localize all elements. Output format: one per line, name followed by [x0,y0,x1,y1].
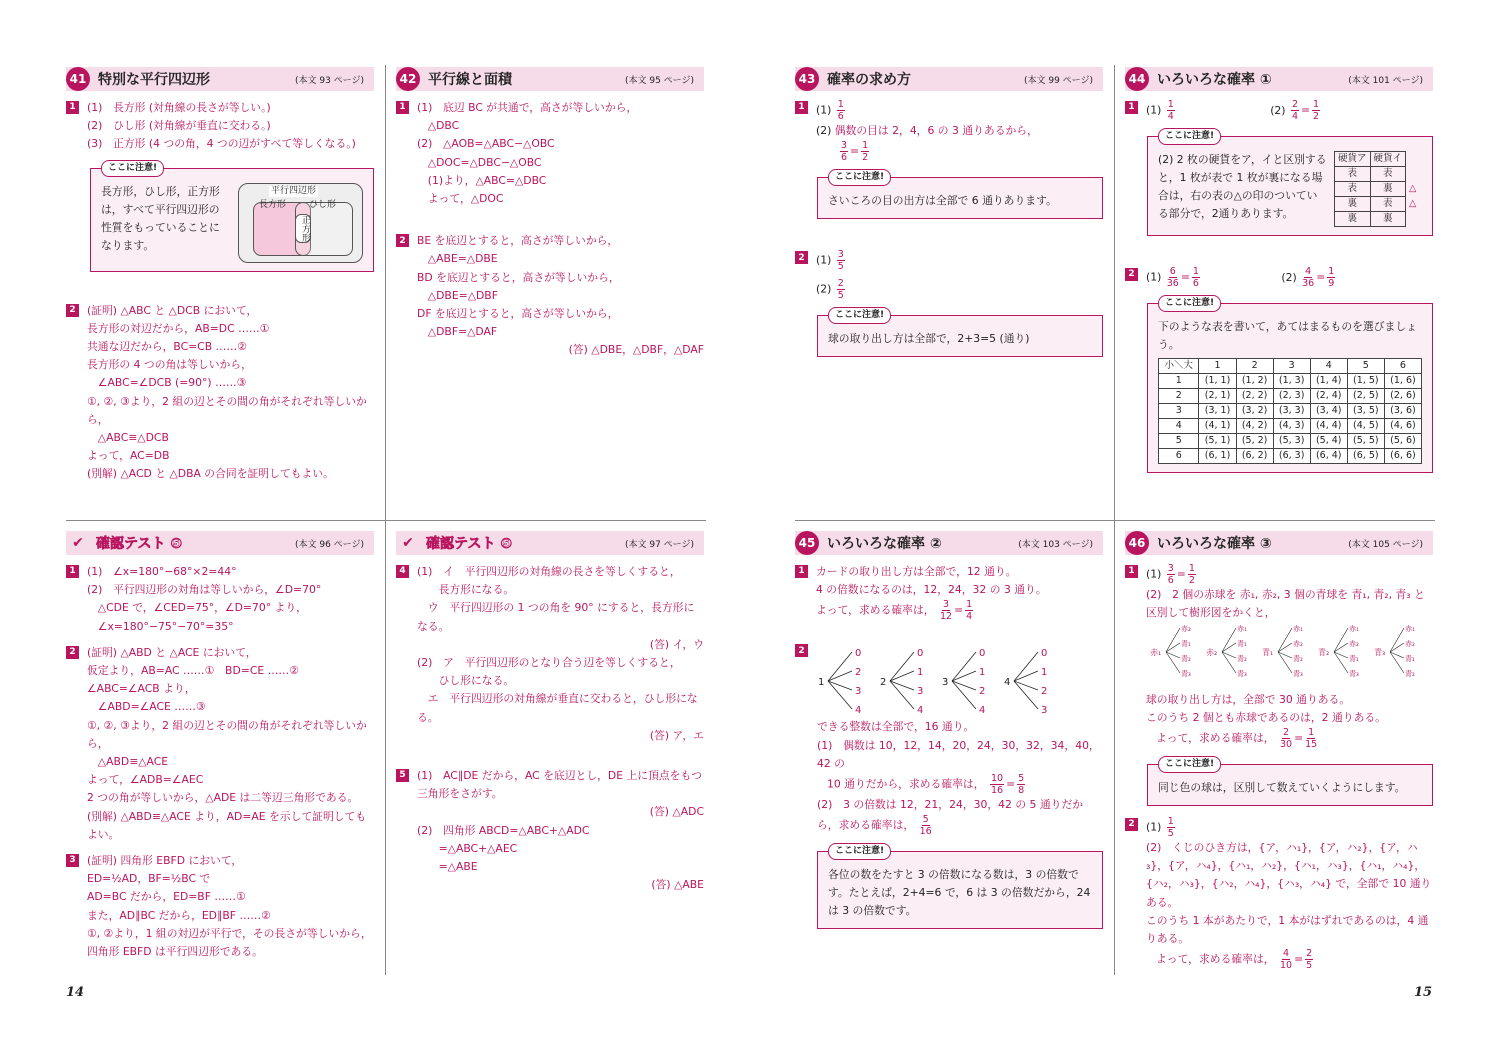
question-marker: 2 [795,644,808,657]
table-cell: (6, 1) [1199,449,1236,464]
table-cell: (4, 2) [1236,419,1273,434]
question-marker: 1 [66,565,79,578]
tree-leaf: 青₂ [1405,670,1415,679]
section-43 [795,67,1103,367]
tree-branch [1390,643,1404,652]
table-cell: (5, 3) [1273,434,1310,449]
table-header: 3 [1273,359,1310,374]
table-cell: (4, 4) [1310,419,1347,434]
table-cell: (5, 2) [1236,434,1273,449]
note-box [817,172,1103,219]
table-cell: (3, 1) [1199,404,1236,419]
tree-branch [828,652,852,681]
question-marker: 2 [1125,818,1138,831]
tree-branch [1334,643,1348,652]
question-marker: 2 [795,251,808,264]
table-cell: 2 [1159,389,1199,404]
tree-branch [952,671,976,681]
question-marker: 1 [795,565,808,578]
final-answer: (答) △DBE，△DBF，△DAF [568,343,704,357]
tree-branch [952,652,976,681]
tree-root: 1 [818,677,825,689]
note-tag: ここに注意! [828,307,891,324]
tree-leaf: 青₃ [1237,670,1247,679]
note-tag: ここに注意! [1158,128,1221,145]
section-title: 確率の求め方 [827,72,911,88]
section-44 [1125,67,1433,483]
tree-branch [1222,628,1236,652]
table-cell: (1, 3) [1273,374,1310,389]
table-cell: (1, 5) [1347,374,1384,389]
tree-leaf: 2 [855,667,862,679]
table-header: 2 [1236,359,1273,374]
answer-lines: (1) AC∥DE だから，AC を底辺とし，DE 上に頂点をもつ三角形をさがす。 (答) △ADC (2) 四角形 ABCD=△ABC+△ADC =△ABC+△AEC =△ABE (答) △ABE [417,767,704,894]
section-header [795,531,1103,555]
question-marker: 5 [396,769,409,782]
table-cell: (2, 6) [1384,389,1421,404]
check-icon: ✔ [402,535,414,551]
tree-root: 青₁ [1262,648,1274,658]
page-reference: (本文 99 ページ) [1023,75,1093,86]
table-cell: (1, 2) [1236,374,1273,389]
tree-leaf: 青₂ [1237,655,1247,664]
right-row-divider [795,520,1435,521]
section-header [795,67,1103,91]
answer-lines: できる整数は全部で，16 通り。 (1) 偶数は 10，12，14，20，24，30，32，34，40，42 の 10 通りだから，求める確率は， $\frac{10}{16}$ = $\frac{5}{8}$ (2) 3 の倍数は 12，21，24，30，42 の 5 通りだから，求める確率は， $\frac{5}{16}$ [817,720,1100,838]
table-cell: (3, 3) [1273,404,1310,419]
section-number: 41 [66,67,90,91]
section-46 [1125,531,1433,971]
question-marker: 1 [396,101,409,114]
note-box [1147,759,1433,806]
table-cell: (6, 2) [1236,449,1273,464]
tree-root: 3 [942,677,949,689]
tree-diagram [1146,622,1426,684]
table-row [1159,389,1422,404]
section-number: 45 [795,531,819,555]
note-text: 下のような表を書いて，あてはまるものを選びましょう。 [1158,320,1417,351]
table-cell: (2, 1) [1199,389,1236,404]
table-cell: (4, 3) [1273,419,1310,434]
answer-lines: (1) $\frac{6}{36}$ = $\frac{1}{6}$ (2) $\frac{4}{36}$ = $\frac{1}{9}$ [1146,266,1335,289]
question-marker: 1 [1125,565,1138,578]
check-icon: ✔ [72,535,84,551]
tree-branch [828,671,852,681]
final-answer: (答) イ，ウ [649,637,704,651]
table-cell: (1, 6) [1384,374,1421,389]
note-text: 球の取り出し方は全部で，2+3=5 (通り) [828,332,1030,346]
tree-branch [1222,643,1236,652]
tree-branch [1014,671,1038,681]
tree-leaf: 4 [855,705,862,717]
section-title: 平行線と面積 [428,72,512,88]
answer-lines: (1) $\frac{1}{4}$ (2) $\frac{2}{4}$ = $\frac{1}{2}$ [1146,99,1320,122]
table-corner: 小＼大 [1159,359,1199,374]
note-tag: ここに注意! [1158,295,1221,312]
note-text: さいころの目の出方は全部で 6 通りあります。 [828,194,1057,208]
answer-lines: カードの取り出し方は全部で，12 通り。 4 の倍数になるのは，12，24，32 の 3 通り。 よって，求める確率は， $\frac{3}{12}$ = $\frac{1}{4}$ [816,565,1047,623]
diagram-center-label: 正方形 [295,214,311,243]
note-text: 同じ色の球は，区別して数えていくようにします。 [1158,781,1406,795]
section-title: 確認テスト ⑤ [426,536,513,552]
section-title: いろいろな確率 ② [827,536,942,552]
section-number: 46 [1125,531,1149,555]
table-row [1159,374,1422,389]
tree-leaf: 3 [1041,705,1048,717]
tree-leaf: 青₃ [1181,670,1191,679]
section-number: 43 [795,67,819,91]
answer-lines: (1) $\frac{3}{6}$ = $\frac{1}{2}$ (2) 2 個の赤球を 赤₁, 赤₂, 3 個の青球を 青₁, 青₂, 青₃ と区別して樹形図をかくと， 赤₁ 赤₂ 青₁ 青₂ 青₃ 赤₂ 赤₁ 青₁ 青₂ 青₃ 青₁ 赤₁ 赤₂ 青₂ 青₃ 青₂ 赤₁ 赤₂ 青₁ 青₃ 青₃ 赤₁ 赤₂ 青₁ 青₂ 球の取り出し方は，全部で 30 通りある。 このうち 2 個とも赤球であるのは，2 通りある。 よって，求める確率は， $\frac{2}{30}$ = $\frac{1}{15}$ [1146,563,1425,751]
diagram-outer-label: 平行四辺形 [270,185,316,196]
test-5-p96 [66,531,374,961]
table-cell: (6, 5) [1347,449,1384,464]
proof-lines: (証明) 四角形 EBFD において， ED=½AD，BF=½BC で AD=BC だから，ED=BF ……① また，AD∥BC だから，ED∥BF ……② ①, ②より，1 組の対辺が平行で，その長さが等しいから，四角形 EBFD は平行四辺形である。 [87,854,372,959]
section-header [396,67,704,91]
section-header [396,531,704,555]
tree-leaf: 0 [917,648,924,660]
tree-leaf: 青₂ [1181,655,1191,664]
answer-lines: (1) 長方形 (対角線の長さが等しい。) (2) ひし形 (対角線が垂直に交わる。) (3) 正方形 (4 つの角，4 つの辺がすべて等しくなる。) [87,101,356,151]
question-marker: 2 [1125,268,1138,281]
page-number-left: 14 [66,985,85,1000]
tree-leaf: 2 [979,686,986,698]
tree-branch [890,652,914,681]
table-cell: (1, 1) [1199,374,1236,389]
tree-leaf: 2 [1041,686,1048,698]
test-5-p97 [396,531,704,894]
section-41 [66,67,374,484]
final-answer: (答) △ABE [651,878,704,892]
answer-lines: (1) イ 平行四辺形の対角線の長さを等しくすると， 長方形になる。 ウ 平行四辺形の 1 つの角を 90° にすると，長方形になる。 (答) イ，ウ (2) ア 平行四辺形のとなり合う辺を等しくすると， ひし形になる。 エ 平行四辺形の対角線が垂直に交わると，ひし形になる。 (答) ア，エ [417,563,704,745]
table-cell: (6, 6) [1384,449,1421,464]
tree-branch [1278,643,1292,652]
table-cell: (2, 3) [1273,389,1310,404]
table-cell: (6, 3) [1273,449,1310,464]
tree-root: 青₂ [1318,648,1330,658]
section-header [1125,531,1433,555]
answer-lines: (1) ∠x=180°−68°×2=44° (2) 平行四辺形の対角は等しいから，∠D=70° △CDE で，∠CED=75°，∠D=70° より， ∠x=180°−75°−70°=35° [87,565,322,633]
dice-table [1158,358,1422,464]
set-diagram [238,183,363,263]
section-title: 確認テスト ⑤ [96,536,183,552]
tree-branch [1166,628,1180,652]
question-marker: 2 [396,234,409,247]
tree-leaf: 0 [1041,648,1048,660]
page-reference: (本文 93 ページ) [294,75,364,86]
table-cell: (3, 6) [1384,404,1421,419]
table-header: 4 [1310,359,1347,374]
fraction: $\frac{1}{6}$ [837,99,844,122]
note-box [1147,298,1433,473]
tree-root: 2 [880,677,887,689]
tree-root: 青₃ [1374,648,1386,658]
table-cell: (4, 6) [1384,419,1421,434]
table-row [1159,419,1422,434]
final-answer: (答) △ADC [649,805,704,819]
table-header: 1 [1199,359,1236,374]
table-cell: (2, 4) [1310,389,1347,404]
tree-leaf: 赤₁ [1237,625,1247,634]
question-marker: 1 [1125,101,1138,114]
note-tag: ここに注意! [828,169,891,186]
question-marker: 2 [66,646,79,659]
tree-root: 赤₂ [1206,648,1218,658]
tree-leaf: 0 [855,648,862,660]
note-tag: ここに注意! [101,160,164,177]
tree-leaf: 赤₂ [1349,640,1359,649]
coin-table: 硬貨ア 硬貨イ 表 表 表 裏 △ 裏 表 △ 裏 裏 [1334,151,1420,227]
note-text: 各位の数をたすと 3 の倍数になる数は，3 の倍数です。たとえば，2+4=6 で，6 は 3 の倍数だから，24 は 3 の倍数です。 [828,868,1091,918]
question-marker: 1 [795,101,808,114]
note-box [817,846,1103,929]
tree-leaf: 赤₁ [1405,625,1415,634]
tree-branch [1166,643,1180,652]
section-title: 特別な平行四辺形 [98,72,210,88]
tree-leaf: 赤₂ [1293,640,1303,649]
table-cell: (6, 4) [1310,449,1347,464]
question-marker: 3 [66,854,79,867]
answer-lines: (1) 底辺 BC が共通で，高さが等しいから， △DBC (2) △AOB=△ABC−△OBC △DOC=△DBC−△OBC (1)より，△ABC=△DBC よって，△DOC [417,101,638,206]
table-cell: 6 [1159,449,1199,464]
table-header: 6 [1384,359,1421,374]
note-box [817,310,1103,357]
tree-leaf: 赤₂ [1181,625,1191,634]
question-marker: 1 [66,101,79,114]
table-cell: 1 [1159,374,1199,389]
tree-leaf: 4 [917,705,924,717]
tree-leaf: 4 [979,705,986,717]
page-reference: (本文 97 ページ) [624,539,694,550]
tree-leaf: 1 [1041,667,1048,679]
answer-lines: BE を底辺とすると，高さが等しいから， △ABE=△DBE BD を底辺とすると，高さが等しいから， △DBE=△DBF DF を底辺とすると，高さが等しいから， △DBF=△DAF (答) △DBE，△DBF，△DAF [417,232,704,359]
tree-branch [1390,628,1404,652]
note-box [90,162,374,272]
table-row [1159,404,1422,419]
tree-branch [1334,628,1348,652]
tree-leaf: 1 [979,667,986,679]
question-marker: 4 [396,565,409,578]
tree-leaf: 3 [917,686,924,698]
section-45 [795,531,1103,939]
proof-lines: (証明) △ABD と △ACE において， 仮定より，AB=AC ……① BD=CE ……② ∠ABC=∠ACB より， ∠ABD=∠ACE ……③ ①, ②, ③より，2 組の辺とその間の角がそれぞれ等しいから， △ABD≡△ACE よって，∠ADB=∠AEC 2 つの角が等しいから，△ADE は二等辺三角形である。 (別解) △ABD≡△ACE より，AD=AE を示して証明してもよい。 [87,645,367,841]
page-reference: (本文 96 ページ) [294,539,364,550]
table-cell: (4, 1) [1199,419,1236,434]
section-header [66,67,374,91]
page-reference: (本文 95 ページ) [624,75,694,86]
table-cell: (2, 2) [1236,389,1273,404]
table-row [1159,434,1422,449]
diagram-left-label: 長方形 [258,199,286,210]
final-answer: (答) ア，エ [649,728,704,742]
page-reference: (本文 103 ページ) [1018,539,1093,550]
note-tag: ここに注意! [1158,756,1221,773]
note-text: 長方形，ひし形，正方形は，すべて平行四辺形の性質をもっていることになります。 [101,184,220,252]
note-text: (2) 2 枚の硬貨をア，イと区別すると，1 枚が表で 1 枚が裏になる場合は，右の表の△の印のついている部分で，2通りあります。 [1158,153,1327,220]
tree-leaf: 青₃ [1293,670,1303,679]
tree-leaf: 赤₁ [1349,625,1359,634]
page-reference: (本文 105 ページ) [1348,539,1423,550]
tree-branch [890,671,914,681]
table-cell: (5, 6) [1384,434,1421,449]
table-cell: (1, 4) [1310,374,1347,389]
tree-leaf: 1 [917,667,924,679]
tree-leaf: 青₂ [1293,655,1303,664]
table-cell: (3, 2) [1236,404,1273,419]
page-reference: (本文 101 ページ) [1348,75,1423,86]
tree-root: 4 [1004,677,1011,689]
table-row [1159,449,1422,464]
tree-leaf: 青₃ [1349,670,1359,679]
question-marker: 2 [66,304,79,317]
section-title: いろいろな確率 ③ [1157,536,1272,552]
note-tag: ここに注意! [828,843,891,860]
answer-lines: (1) $\frac{1}{6}$ (2) 偶数の目は 2，4，6 の 3 通りあるから， $\frac{3}{6}$ = $\frac{1}{2}$ [816,99,1038,164]
tree-branch [1278,628,1292,652]
answer-lines: (1) $\frac{1}{5}$ (2) くじのひき方は，{ア，ハ₁}，{ア，ハ₂}，{ア，ハ₃}，{ア，ハ₄}，{ハ₁，ハ₂}，{ハ₁，ハ₃}，{ハ₁，ハ₄}，{ハ₂，ハ₃}，{ハ₂，ハ₄}，{ハ₃，ハ₄} で，全部で 10 通りある。 このうち 1 本があたりで，1 本がはずれであるのは，4 通りある。 よって，求める確率は， $\frac{4}{10}$ = $\frac{2}{5}$ [1146,816,1432,972]
tree-leaf: 青₁ [1349,655,1359,664]
table-cell: (2, 5) [1347,389,1384,404]
diagram-right-label: ひし形 [308,199,336,210]
table-cell: 5 [1159,434,1199,449]
section-title: いろいろな確率 ① [1157,72,1272,88]
section-number: 44 [1125,67,1149,91]
tree-branch [1014,652,1038,681]
table-cell: (3, 5) [1347,404,1384,419]
note-box [1147,131,1433,236]
page-number-right: 15 [1414,985,1433,1000]
table-cell: (5, 5) [1347,434,1384,449]
section-header [66,531,374,555]
tree-leaf: 赤₁ [1293,625,1303,634]
tree-leaf: 0 [979,648,986,660]
table-cell: 4 [1159,419,1199,434]
tree-leaf: 3 [855,686,862,698]
tree-root: 赤₁ [1150,648,1162,658]
section-number: 42 [396,67,420,91]
tree-leaf: 青₁ [1181,640,1191,649]
proof-lines: (証明) △ABC と △DCB において， 長方形の対辺だから，AB=DC ……① 共通な辺だから，BC=CB ……② 長方形の 4 つの角は等しいから， ∠ABC=∠DCB (=90°) ……③ ①, ②, ③より，2 組の辺とその間の角がそれぞれ等しいから， △ABC≡△DCB よって，AC=DB (別解) △ACD と △DBA の合同を証明してもよい。 [87,303,367,481]
table-cell: (4, 5) [1347,419,1384,434]
tree-diagram [816,644,1056,718]
table-header: 5 [1347,359,1384,374]
answer-lines: (1) $\frac{3}{5}$ (2) $\frac{2}{5}$ [816,249,844,302]
tree-leaf: 青₁ [1405,655,1415,664]
table-cell: (5, 4) [1310,434,1347,449]
section-header [1125,67,1433,91]
table-cell: 3 [1159,404,1199,419]
table-cell: (3, 4) [1310,404,1347,419]
left-row-divider [66,520,706,521]
section-42 [396,67,704,360]
tree-leaf: 青₁ [1237,640,1247,649]
tree-leaf: 赤₂ [1405,640,1415,649]
table-cell: (5, 1) [1199,434,1236,449]
